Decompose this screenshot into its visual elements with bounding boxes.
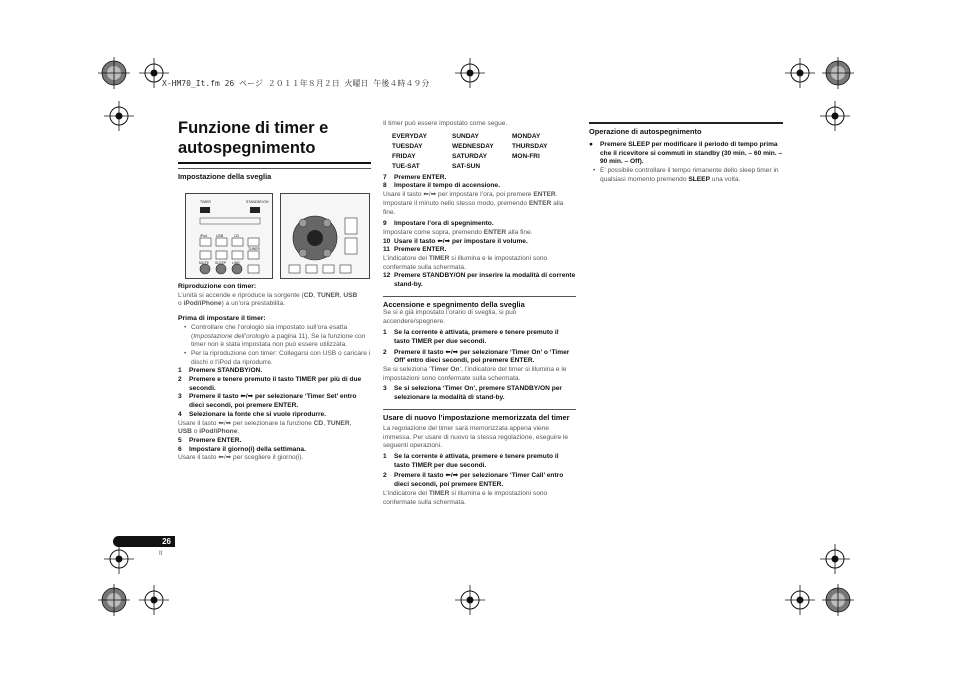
step-9: 9 Impostare l’ora di spegnimento.: [383, 220, 494, 228]
day-option: WEDNESDAY: [452, 142, 494, 150]
registration-cross-icon: [139, 585, 169, 615]
step-7: 7 Premere ENTER.: [383, 173, 447, 181]
registration-cross-icon: [820, 101, 850, 131]
section-rule: [589, 122, 783, 124]
right-column: [589, 122, 783, 185]
registration-cross-icon: [785, 585, 815, 615]
usare-text: La regolazione del timer sarà memorizzata appena viene immessa. Per usare di nuovo la stessa regolazione, eseguire le seguenti operazioni.: [383, 424, 569, 450]
timer-intro: Il timer può essere impostato come segue.: [383, 120, 508, 127]
title-line-2: autospegnimento: [178, 139, 316, 157]
riproduzione-text: L’unità si accende e riproduce la sorgente (CD, TUNER, USB o iPod/iPhone) a un’ora prestabilita.: [178, 291, 358, 308]
day-option: TUE-SAT: [392, 162, 420, 170]
remote-label-usb: USB: [216, 234, 224, 238]
registration-cross-icon: [104, 101, 134, 131]
registration-cross-icon: [455, 58, 485, 88]
day-option: SUNDAY: [452, 132, 479, 140]
day-option: SATURDAY: [452, 152, 488, 160]
day-option: TUESDAY: [392, 142, 423, 150]
remote-left-illustration: [185, 193, 273, 279]
step-11-text: L’indicatore del TIMER si illumina e le impostazioni sono confermate sulla schermata.: [383, 255, 548, 271]
remote-label-sleep: SLEEP: [215, 261, 227, 265]
middle-column: [383, 120, 576, 507]
title-rule: [178, 162, 371, 164]
day-option: FRIDAY: [392, 152, 416, 160]
page-title: [178, 118, 378, 158]
registration-disc-icon: [98, 584, 130, 616]
registration-cross-icon: [820, 544, 850, 574]
list-item: • Controllare che l’orologio sia impostato sull’ora esatta (Impostazione dell’orologio a pagina 11). Se la funzione con timer non è stata impostata non può essere utilizzata.: [184, 323, 366, 349]
registration-disc-icon: [822, 57, 854, 89]
step-12: 12 Premere STANDBY/ON per inserire la modalità di corrente stand-by.: [383, 272, 576, 289]
day-option: EVERYDAY: [392, 132, 427, 140]
step-11: 11 Premere ENTER.: [383, 246, 447, 254]
day-option: MONDAY: [512, 132, 541, 140]
step-6: 6 Impostare il giorno(i) della settimana.: [178, 445, 306, 453]
remote-label-standby: STANDBY/ON: [246, 200, 269, 204]
step-9-text: Impostare come sopra, premendo ENTER alla fine.: [383, 228, 533, 236]
remote-label-ipod: iPod: [200, 234, 208, 238]
remote-label-timer: TIMER: [200, 200, 211, 204]
registration-cross-icon: [104, 544, 134, 574]
step-2: 2 Premere e tenere premuto il tasto TIMER per più di due secondi.: [178, 376, 362, 392]
section-rule: [178, 168, 371, 169]
step-3: 3 Premere il tasto ⬅/➡ per selezionare ‘Timer Set’ entro dieci secondi, poi premere ENTER.: [178, 393, 357, 410]
remote-illustrations: [178, 187, 371, 283]
heading-sveglia: Impostazione della sveglia: [178, 172, 272, 181]
registration-disc-icon: [822, 584, 854, 616]
step-10: 10 Usare il tasto ⬅/➡ per impostare il volume.: [383, 237, 528, 245]
step-1: 1 Premere STANDBY/ON.: [178, 367, 263, 375]
usare-step-2-text: L’indicatore del TIMER si illumina e le impostazioni sono confermate sulla schermata.: [383, 489, 548, 506]
remote-label-cd: CD: [234, 234, 240, 238]
heading-usare: Usare di nuovo l’impostazione memorizzata del timer: [383, 412, 570, 422]
oper-bullet-2: • E’ possibile controllare il tempo rimanente dello sleep timer in qualsiasi momento premendo SLEEP una volta.: [593, 167, 779, 183]
step-5: 5 Premere ENTER.: [178, 436, 242, 444]
acc-step-2-text: Se si seleziona ‘Timer On’, l’indicatore del timer si illumina e le impostazioni sono confermate sulla schermata.: [383, 366, 567, 382]
remote-label-line: LINE: [232, 261, 240, 265]
remote-dpad-illustration: [281, 194, 369, 278]
step-6-text: Usare il tasto ⬅/➡ per scegliere il giorno(i).: [178, 454, 304, 462]
page-number: 26: [113, 536, 175, 547]
remote-right-illustration: [280, 193, 370, 279]
remote-label-mute: MUTE: [199, 261, 209, 265]
step-4: 4 Selezionare la fonte che si vuole riprodurre.: [178, 410, 327, 418]
step-4-text: Usare il tasto ⬅/➡ per selezionare la funzione CD, TUNER, USB o iPod/iPhone.: [178, 419, 352, 436]
day-option: SAT-SUN: [452, 162, 481, 170]
day-option: THURSDAY: [512, 142, 548, 150]
language-tag: It: [159, 551, 163, 557]
subheading-riproduzione: Riproduzione con timer:: [178, 283, 257, 290]
title-line-1: Funzione di timer e: [178, 119, 329, 137]
subheading-prima: Prima di impostare il timer:: [178, 315, 266, 323]
file-header: X-HM70_It.fm 26 ページ ２０１１年８月２日 火曜日 午後４時４９分: [162, 79, 430, 88]
section-rule: [383, 296, 576, 297]
registration-cross-icon: [785, 58, 815, 88]
step-8-text: Usare il tasto ⬅/➡ per impostare l’ora, poi premere ENTER. Impostare il minuto nello stesso modo, premendo ENTER alla fine.: [383, 191, 564, 216]
heading-autospegnimento: Operazione di autospegnimento: [589, 127, 702, 136]
remote-label-tuner: TUNER: [248, 247, 261, 251]
acc-step-3: 3 Se si seleziona ‘Timer On’, premere STANDBY/ON per selezionare la modalità di stand-by.: [383, 385, 562, 402]
accensione-text: Se si è già impostato l’orario di sveglia, si può accendere/spegnere.: [383, 308, 517, 325]
registration-disc-icon: [98, 57, 130, 89]
acc-step-1: 1 Se la corrente è attivata, premere e tenere premuto il tasto TIMER per due secondi.: [383, 329, 559, 345]
days-table: [392, 132, 576, 172]
left-column: [178, 168, 371, 463]
section-rule: [383, 409, 576, 410]
registration-cross-icon: [455, 585, 485, 615]
acc-step-2: 2 Premere il tasto ⬅/➡ per selezionare ‘Timer On’ o ‘Timer Off’ entro dieci secondi, poi premere ENTER.: [383, 348, 570, 365]
usare-step-1: 1 Se la corrente è attivata, premere e tenere premuto il tasto TIMER per due secondi.: [383, 452, 559, 469]
step-8: 8 Impostare il tempo di accensione.: [383, 182, 500, 190]
day-option: MON-FRI: [512, 152, 540, 160]
heading-accensione: Accensione e spegnimento della sveglia: [383, 299, 525, 309]
oper-bullet-1: ● Premere SLEEP per modificare il periodo di tempo prima che il ricevitore si commuti in standby (30 min. – 60 min. – 90 min. – Off).: [589, 141, 783, 166]
list-item: • Per la riproduzione con timer: Collegarsi con USB o caricare i dischi o l’iPod da riprodurre.: [184, 349, 371, 366]
usare-step-2: 2 Premere il tasto ⬅/➡ per selezionare ‘Timer Call’ entro dieci secondi, poi premere ENTER.: [383, 472, 564, 489]
